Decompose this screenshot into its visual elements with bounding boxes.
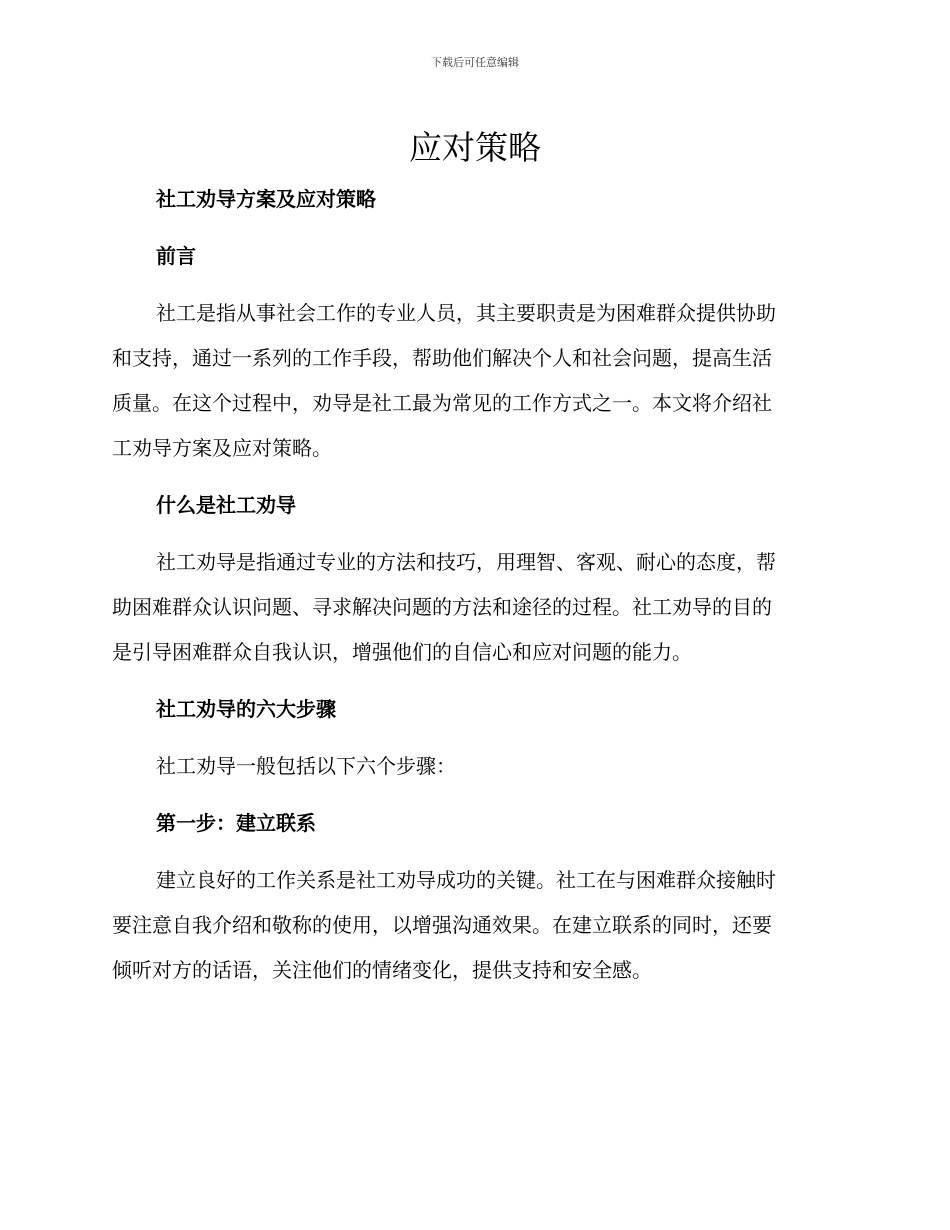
preface-line: 工劝导方案及应对策略。 xyxy=(112,436,332,460)
step-one-line: 要注意自我介绍和敬称的使用，以增强沟通效果。在建立联系的同时，还要 xyxy=(112,913,772,937)
step-one-paragraph xyxy=(112,858,832,993)
subtitle-heading: 社工劝导方案及应对策略 xyxy=(156,187,376,211)
document-title: 应对策略 xyxy=(409,128,541,167)
header-note: 下载后可任意编辑 xyxy=(431,56,519,69)
step-one-heading: 第一步：建立联系 xyxy=(156,811,316,835)
what-is-heading: 什么是社工劝导 xyxy=(156,493,296,517)
what-is-line: 助困难群众认识问题、寻求解决问题的方法和途径的过程。社工劝导的目的 xyxy=(112,595,772,619)
document-body xyxy=(112,177,832,1005)
preface-line: 和支持，通过一系列的工作手段，帮助他们解决个人和社会问题，提高生活 xyxy=(112,346,772,370)
six-steps-intro xyxy=(112,744,832,789)
what-is-line: 社工劝导是指通过专业的方法和技巧，用理智、客观、耐心的态度，帮 xyxy=(156,550,776,574)
six-steps-heading: 社工劝导的六大步骤 xyxy=(156,697,336,721)
six-steps-intro-line: 社工劝导一般包括以下六个步骤： xyxy=(156,754,456,778)
step-one-line: 倾听对方的话语，关注他们的情绪变化，提供支持和安全感。 xyxy=(112,958,652,982)
preface-line: 社工是指从事社会工作的专业人员，其主要职责是为困难群众提供协助 xyxy=(156,301,776,325)
preface-heading: 前言 xyxy=(156,244,196,268)
step-one-line: 建立良好的工作关系是社工劝导成功的关键。社工在与困难群众接触时 xyxy=(156,868,776,892)
what-is-paragraph xyxy=(112,540,832,675)
preface-paragraph xyxy=(112,291,832,471)
what-is-line: 是引导困难群众自我认识，增强他们的自信心和应对问题的能力。 xyxy=(112,640,692,664)
preface-line: 质量。在这个过程中，劝导是社工最为常见的工作方式之一。本文将介绍社 xyxy=(112,391,772,415)
